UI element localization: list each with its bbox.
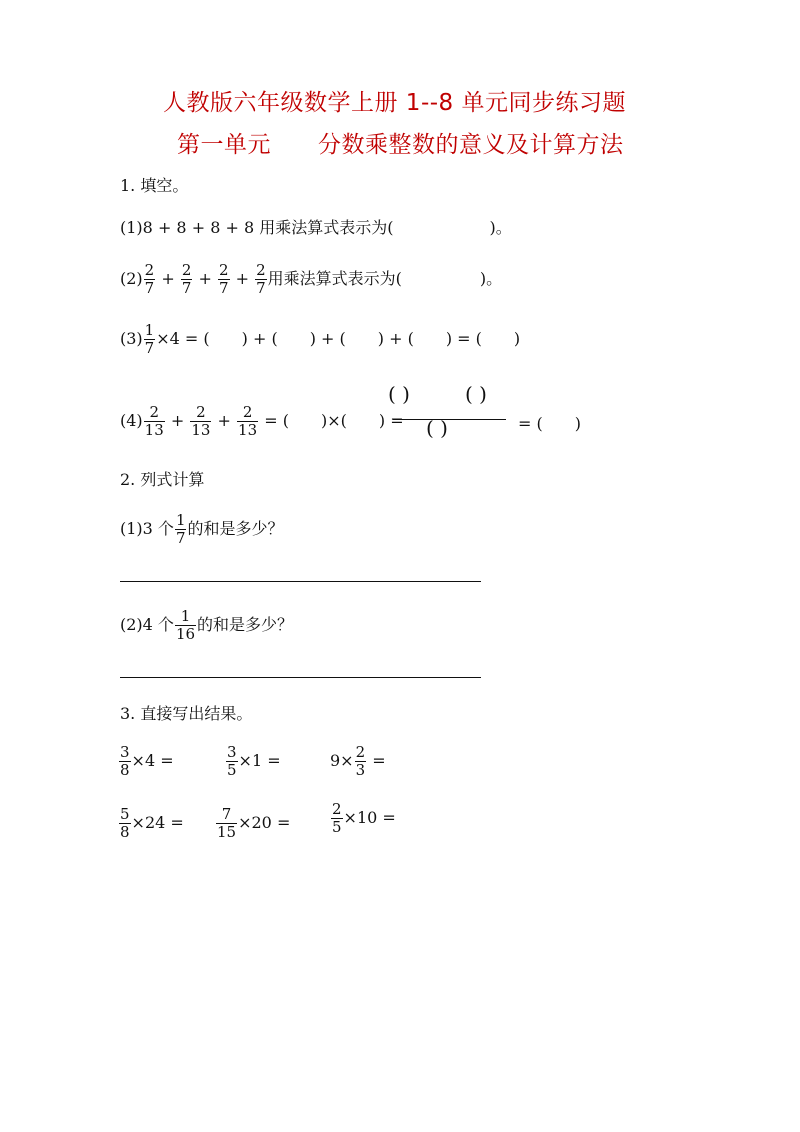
fraction: $\frac{2}{13}$ bbox=[238, 403, 258, 439]
blank-denominator: ( ) bbox=[426, 416, 448, 440]
question-1-2 bbox=[120, 262, 502, 297]
section3-heading: 3. 直接写出结果。 bbox=[120, 704, 253, 723]
q1-close: )。 bbox=[489, 218, 512, 237]
calc-item: $\frac{3}{5}$ ×1 = bbox=[227, 743, 281, 779]
calc-item: 9× $\frac{2}{3}$ = bbox=[330, 743, 386, 779]
plus-sign: + bbox=[161, 269, 175, 288]
fraction: $\frac{2}{3}$ bbox=[355, 743, 366, 779]
blank-numerator-left: ( ) bbox=[388, 382, 410, 406]
q3-expression: ×4 = ( ) + ( ) + ( ) + ( ) = ( ) bbox=[156, 329, 521, 348]
q1-text: 用乘法算式表示为( bbox=[259, 218, 394, 237]
section2-heading: 2. 列式计算 bbox=[120, 470, 205, 489]
page-title: 人教版六年级数学上册 1--8 单元同步练习题 bbox=[163, 90, 626, 116]
page-subtitle: 第一单元 分数乘整数的意义及计算方法 bbox=[177, 132, 624, 158]
q2-text: 用乘法算式表示为( bbox=[267, 269, 402, 288]
fraction: $\frac{1}{16}$ bbox=[175, 607, 196, 643]
answer-line bbox=[120, 581, 481, 582]
q1-prefix: (1) bbox=[120, 218, 143, 237]
fraction: $\frac{2}{7}$ bbox=[181, 261, 192, 297]
calc-item: $\frac{3}{8}$ ×4 = bbox=[120, 743, 174, 779]
fraction: $\frac{1}{7}$ bbox=[144, 321, 155, 357]
fraction: $\frac{3}{8}$ bbox=[120, 743, 130, 779]
q2-prefix: (2) bbox=[120, 269, 143, 288]
answer-line bbox=[120, 677, 481, 678]
fraction: $\frac{1}{7}$ bbox=[175, 511, 186, 547]
fraction: $\frac{3}{5}$ bbox=[227, 743, 237, 779]
q2-close: )。 bbox=[479, 269, 503, 288]
plus-sign: + bbox=[198, 269, 212, 288]
plus-sign: + bbox=[235, 269, 249, 288]
q2-1-suffix: 的和是多少？ bbox=[187, 519, 284, 538]
q4-middle: = ( )×( ) = bbox=[264, 411, 404, 430]
question-2-2 bbox=[120, 608, 293, 643]
fraction: $\frac{2}{13}$ bbox=[191, 403, 211, 439]
q2-1-prefix: (1)3 个 bbox=[120, 519, 174, 538]
fraction-bar bbox=[393, 419, 506, 420]
question-1-3 bbox=[120, 322, 520, 357]
fraction: $\frac{7}{15}$ bbox=[217, 805, 237, 841]
calc-item: $\frac{5}{8}$ ×24 = bbox=[120, 805, 184, 841]
question-1-4 bbox=[120, 404, 404, 439]
section1-heading: 1. 填空。 bbox=[120, 176, 189, 195]
plus-sign: + bbox=[170, 411, 185, 430]
fraction: $\frac{2}{7}$ bbox=[218, 261, 229, 297]
calc-item: $\frac{7}{15}$ ×20 = bbox=[217, 805, 291, 841]
fraction: $\frac{2}{7}$ bbox=[256, 261, 266, 297]
question-2-1 bbox=[120, 512, 284, 547]
q4-tail: = ( ) bbox=[518, 414, 581, 433]
fraction: $\frac{5}{8}$ bbox=[120, 805, 130, 841]
plus-sign: + bbox=[217, 411, 231, 430]
q3-prefix: (3) bbox=[120, 329, 143, 348]
q1-expression: 8 + 8 + 8 + 8 bbox=[142, 218, 260, 237]
q2-2-prefix: (2)4 个 bbox=[120, 615, 174, 634]
q2-2-suffix: 的和是多少？ bbox=[197, 615, 294, 634]
fraction: $\frac{2}{7}$ bbox=[144, 261, 155, 297]
q4-prefix: (4) bbox=[120, 411, 143, 430]
blank-numerator-right: ( ) bbox=[465, 382, 487, 406]
fraction: $\frac{2}{13}$ bbox=[144, 403, 164, 439]
question-1-1 bbox=[120, 218, 512, 238]
fraction: $\frac{2}{5}$ bbox=[332, 800, 342, 836]
calc-item: $\frac{2}{5}$ ×10 = bbox=[332, 800, 396, 836]
